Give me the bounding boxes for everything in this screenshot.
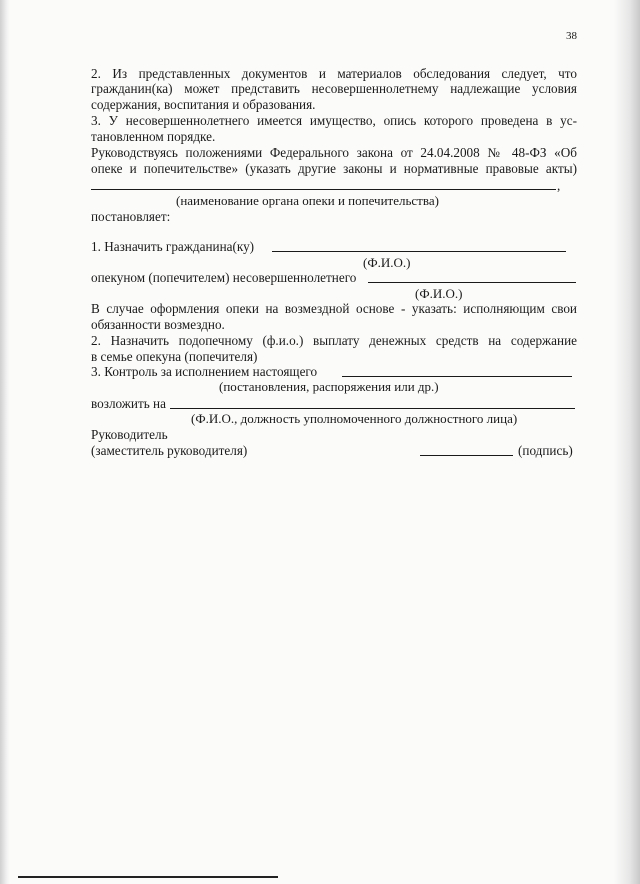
appoint-fio-caption: (Ф.И.О.) <box>363 255 411 270</box>
paragraph-3-line-2: тановленном порядке. <box>91 129 216 144</box>
signature-deputy: (заместитель руководителя) <box>91 443 248 458</box>
guardian-fio-blank <box>368 282 576 283</box>
assign-blank <box>170 408 575 409</box>
law-comma: , <box>557 178 561 193</box>
law-reference-line-2: опеке и попечительстве» (указать другие законы и нормативные правовые акты) <box>91 161 577 176</box>
payment-line-2: в семье опекуна (попечителя) <box>91 349 258 364</box>
page-number: 38 <box>566 30 577 42</box>
signature-caption: (подпись) <box>518 443 573 458</box>
assign-label: возложить на <box>91 396 166 411</box>
scan-edge-left <box>0 0 10 884</box>
guardian-label: опекуном (попечителем) несовершеннолетнего <box>91 270 357 285</box>
scan-edge-bottom <box>18 876 278 878</box>
paragraph-2-line-1: 2. Из представленных документов и материалов обследования следует, что <box>91 66 577 81</box>
payment-line-1: 2. Назначить подопечному (ф.и.о.) выплату денежных средств на содержание <box>91 333 577 348</box>
paragraph-3-line-1: 3. У несовершеннолетнего имеется имущество, опись которого проведена в ус- <box>91 113 577 128</box>
organ-caption: (наименование органа опеки и попечительства) <box>176 193 439 208</box>
control-label: 3. Контроль за исполнением настоящего <box>91 364 318 379</box>
scan-edge-right <box>614 0 640 884</box>
control-blank <box>342 376 572 377</box>
signature-head: Руководитель <box>91 427 168 442</box>
paragraph-2-line-3: содержания, воспитания и образования. <box>91 97 316 112</box>
assign-caption: (Ф.И.О., должность уполномоченного должностного лица) <box>191 411 518 426</box>
paid-note-line-2: обязанности возмездно. <box>91 317 225 332</box>
signature-blank <box>420 455 513 456</box>
law-blank-line <box>91 189 556 190</box>
decides-label: постановляет: <box>91 209 171 224</box>
appoint-label: 1. Назначить гражданина(ку) <box>91 239 255 254</box>
paragraph-2-line-2: гражданин(ка) может представить несовершеннолетнему надлежащие условия <box>91 81 577 96</box>
guardian-fio-caption: (Ф.И.О.) <box>415 286 463 301</box>
law-reference-line-1: Руководствуясь положениями Федерального закона от 24.04.2008 № 48-ФЗ «Об <box>91 145 577 160</box>
appoint-fio-blank <box>272 251 566 252</box>
control-caption: (постановления, распоряжения или др.) <box>219 379 439 394</box>
paid-note-line-1: В случае оформления опеки на возмездной основе - указать: исполняющим свои <box>91 301 577 316</box>
